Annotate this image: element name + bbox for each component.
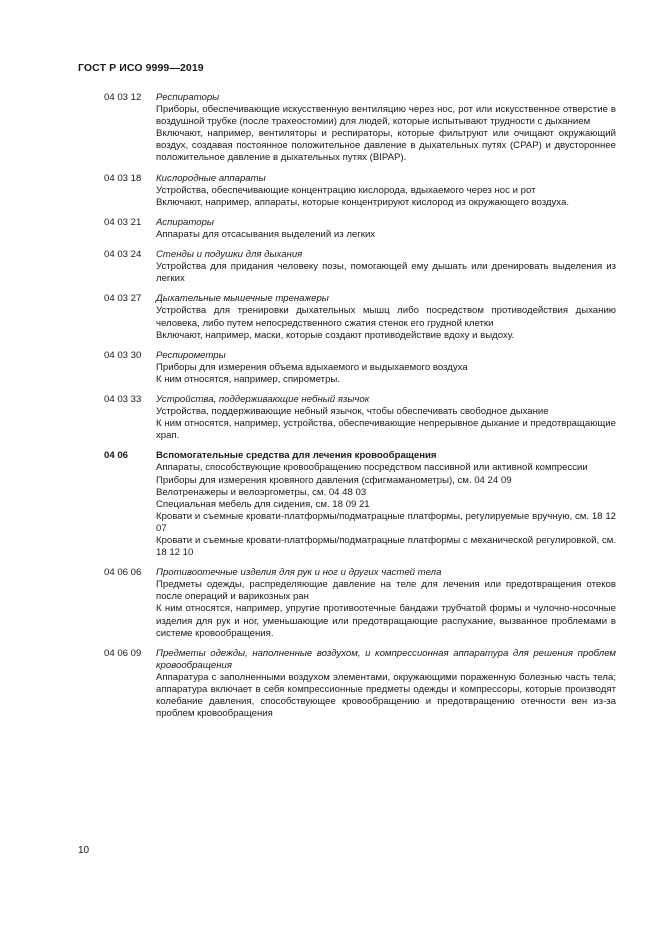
entry-description: К ним относятся, например, спирометры. xyxy=(156,373,340,385)
entry-body xyxy=(156,217,616,241)
classification-entry xyxy=(104,648,616,721)
entry-description: Кровати и съемные кровати-платформы/подматрацные платформы с механической регулировкой, см. 18 12 10 xyxy=(156,535,616,559)
entry-code: 04 03 21 xyxy=(104,216,142,228)
entry-code: 04 03 33 xyxy=(104,393,142,405)
entry-body xyxy=(156,648,616,721)
classification-entry xyxy=(104,567,616,640)
classification-entry xyxy=(104,217,616,241)
entry-description: Включают, например, вентиляторы и респираторы, которые фильтруют или очищают окружающий воздух, создавая постоянное положительное давление в дыхательных путях (CPAP) и двустороннее положительное давление в дыхательных путях (BIPAP). xyxy=(156,128,616,164)
entry-description: Приборы для измерения кровяного давления (сфигмаманометры), см. 04 24 09 xyxy=(156,474,512,486)
classification-entry xyxy=(104,350,616,386)
classification-entry xyxy=(104,394,616,442)
entry-body xyxy=(156,173,616,209)
entry-description: Приборы для измерения объема вдыхаемого и выдыхаемого воздуха xyxy=(156,361,468,373)
entry-title: Кислородные аппараты xyxy=(156,172,266,184)
entry-title: Стенды и подушки для дыхания xyxy=(156,249,303,261)
entry-description: Включают, например, маски, которые создают противодействие вдоху и выдоху. xyxy=(156,329,515,341)
entry-description: Аппараты для отсасывания выделений из легких xyxy=(156,228,376,240)
entry-code: 04 03 18 xyxy=(104,172,142,184)
entry-description: К ним относятся, например, устройства, обеспечивающие непрерывное дыхание и предотвращающие храп. xyxy=(156,418,616,442)
entry-title: Противоотечные изделия для рук и ног и других частей тела xyxy=(156,567,442,579)
entry-title: Вспомогательные средства для лечения кровообращения xyxy=(156,450,437,462)
entry-code: 04 03 12 xyxy=(104,92,142,103)
classification-entries xyxy=(104,92,616,728)
entry-body xyxy=(156,350,616,386)
entry-description: Устройства для тренировки дыхательных мышц либо посредством противодействия дыханию человека, либо путем непосредственного сжатия стенок его грудной клетки xyxy=(156,305,616,329)
entry-description: Приборы, обеспечивающие искусственную вентиляцию через нос, рот или искусственное отверстие в воздушной трубке (после трахеостомии) для людей, которые испытывают трудности с дыханием xyxy=(156,104,616,128)
entry-description: К ним относятся, например, упругие противоотечные бандажи трубчатой формы и чулочно-носочные изделия для рук и ног, уменьшающие или предотвращающие распухание, вызванное проблемами в системе кровообращения. xyxy=(156,603,616,639)
entry-code: 04 06 06 xyxy=(104,567,142,579)
entry-description: Устройства, поддерживающие небный язычок, чтобы обеспечивать свободное дыхание xyxy=(156,406,549,418)
entry-body xyxy=(156,567,616,640)
entry-description: Предметы одежды, распределяющие давление на теле для лечения или предотвращения отеков после операций и варикозных ран xyxy=(156,579,616,603)
entry-description: Устройства для придания человеку позы, помогающей ему дышать или дренировать выделения из легких xyxy=(156,261,616,285)
classification-entry xyxy=(104,249,616,285)
entry-title: Аспираторы xyxy=(156,216,214,228)
entry-description: Аппараты, способствующие кровообращению посредством пассивной или активной компрессии xyxy=(156,462,588,474)
classification-entry xyxy=(104,450,616,559)
entry-title: Предметы одежды, наполненные воздухом, и компрессионная аппаратура для решения проблем кровообращения xyxy=(156,647,616,671)
entry-body xyxy=(156,450,616,559)
entry-code: 04 03 24 xyxy=(104,249,142,261)
classification-entry xyxy=(104,173,616,209)
entry-description: Устройства, обеспечивающие концентрацию кислорода, вдыхаемого через нос и рот xyxy=(156,184,536,196)
entry-body xyxy=(156,394,616,442)
entry-code: 04 06 xyxy=(104,450,129,462)
entry-title: Респирометры xyxy=(156,349,226,361)
entry-code: 04 06 09 xyxy=(104,647,142,659)
entry-title: Дыхательные мышечные тренажеры xyxy=(156,293,329,305)
entry-code: 04 03 30 xyxy=(104,349,142,361)
entry-description: Велотренажеры и велоэргометры, см. 04 48 03 xyxy=(156,486,367,498)
classification-entry xyxy=(104,293,616,341)
entry-description: Аппаратура с заполненными воздухом элементами, окружающими пораженную болезнью часть тела; аппаратура включает в себя компрессионные предметы одежды и компрессоры, которые производят колебание давления, способствующее кровообращению и предотвращению отечности вен из-за проблем кровообращения xyxy=(156,671,616,720)
classification-entry xyxy=(104,92,616,165)
entry-body xyxy=(156,293,616,341)
entry-description: Включают, например, аппараты, которые концентрируют кислород из окружающего воздуха. xyxy=(156,196,569,208)
page-number: 10 xyxy=(78,845,90,856)
entry-body xyxy=(156,92,616,165)
entry-body xyxy=(156,249,616,285)
entry-title: Устройства, поддерживающие небный язычок xyxy=(156,393,370,405)
entry-title: Респираторы xyxy=(156,92,220,103)
document-header: ГОСТ Р ИСО 9999—2019 xyxy=(78,62,204,74)
entry-description: Специальная мебель для сидения, см. 18 09 21 xyxy=(156,498,370,510)
entry-description: Кровати и съемные кровати-платформы/подматрацные платформы, регулируемые вручную, см. 18 12 07 xyxy=(156,510,616,534)
entry-code: 04 03 27 xyxy=(104,293,142,305)
